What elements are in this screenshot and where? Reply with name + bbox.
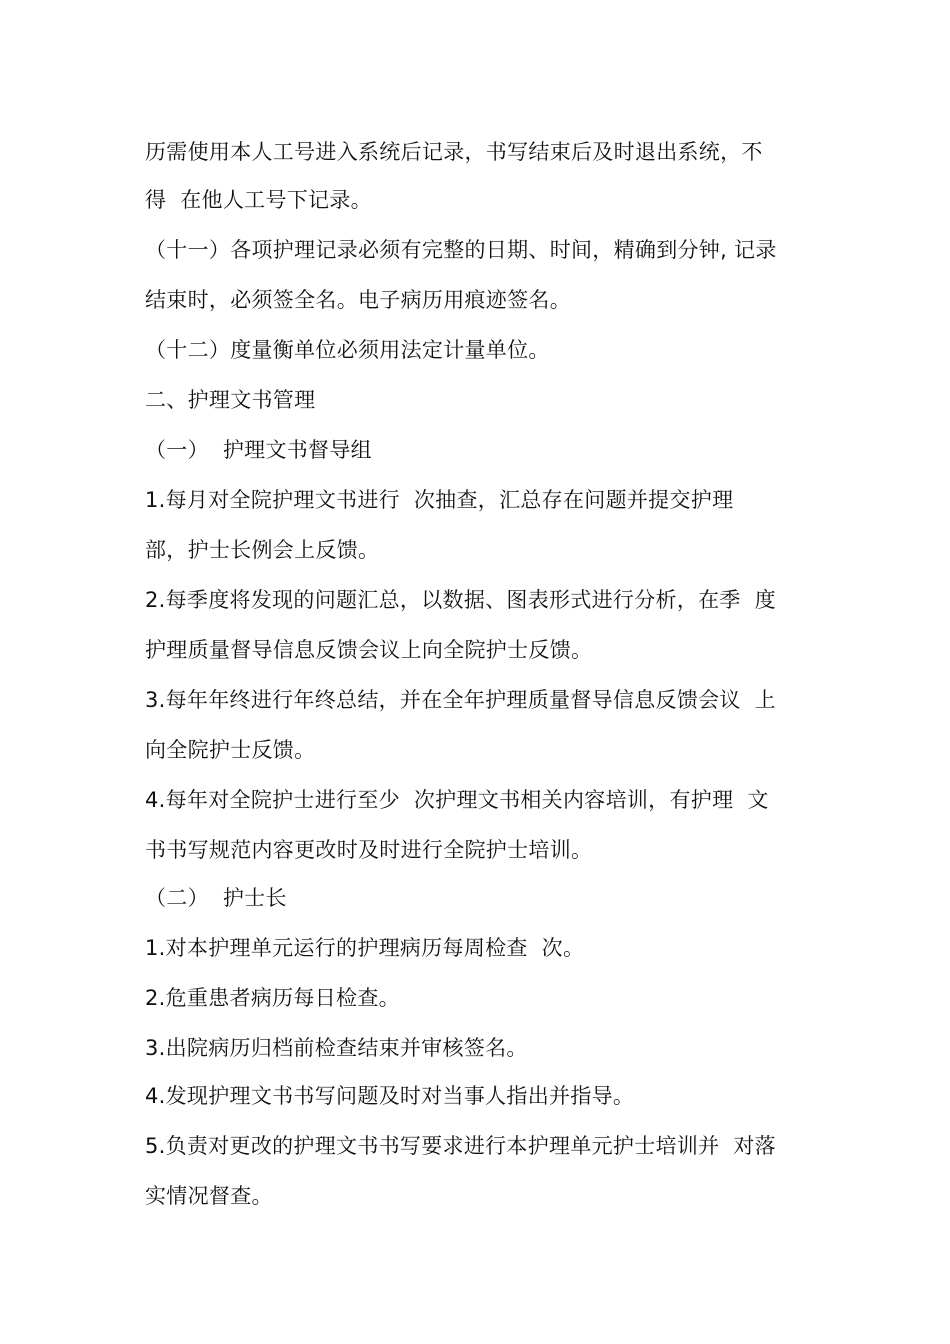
text-line: 历需使用本人工号进入系统后记录，书写结束后及时退出系统，不 <box>145 140 763 164</box>
section-heading: 二、护理文书管理 <box>145 388 316 412</box>
text-line: （十一）各项护理记录必须有完整的日期、时间，精确到分钟, 记录 <box>145 238 777 262</box>
text-line: 5.负责对更改的护理文书书写要求进行本护理单元护士培训并 对落 <box>145 1134 776 1158</box>
text-line: 实情况督查。 <box>145 1184 273 1208</box>
text-line: 2.每季度将发现的问题汇总，以数据、图表形式进行分析，在季 度 <box>145 588 776 612</box>
text-line: 护理质量督导信息反馈会议上向全院护士反馈。 <box>145 638 593 662</box>
text-line: 3.每年年终进行年终总结，并在全年护理质量督导信息反馈会议 上 <box>145 688 776 712</box>
text-line: 3.出院病历归档前检查结束并审核签名。 <box>145 1036 528 1060</box>
text-line: 4.发现护理文书书写问题及时对当事人指出并指导。 <box>145 1084 635 1108</box>
text-line: 2.危重患者病历每日检查。 <box>145 986 400 1010</box>
text-line: 书书写规范内容更改时及时进行全院护士培训。 <box>145 838 593 862</box>
text-line: 部，护士长例会上反馈。 <box>145 538 380 562</box>
text-line: 结束时，必须签全名。电子病历用痕迹签名。 <box>145 288 571 312</box>
text-line: 1.每月对全院护理文书进行 次抽查，汇总存在问题并提交护理 <box>145 488 734 512</box>
subsection-heading: （一） 护理文书督导组 <box>145 438 372 462</box>
text-line: 4.每年对全院护士进行至少 次护理文书相关内容培训，有护理 文 <box>145 788 769 812</box>
subsection-heading: （二） 护士长 <box>145 886 287 910</box>
text-line: 1.对本护理单元运行的护理病历每周检查 次。 <box>145 936 585 960</box>
text-line: （十二）度量衡单位必须用法定计量单位。 <box>145 338 550 362</box>
text-line: 得 在他人工号下记录。 <box>145 188 372 212</box>
text-line: 向全院护士反馈。 <box>145 738 316 762</box>
